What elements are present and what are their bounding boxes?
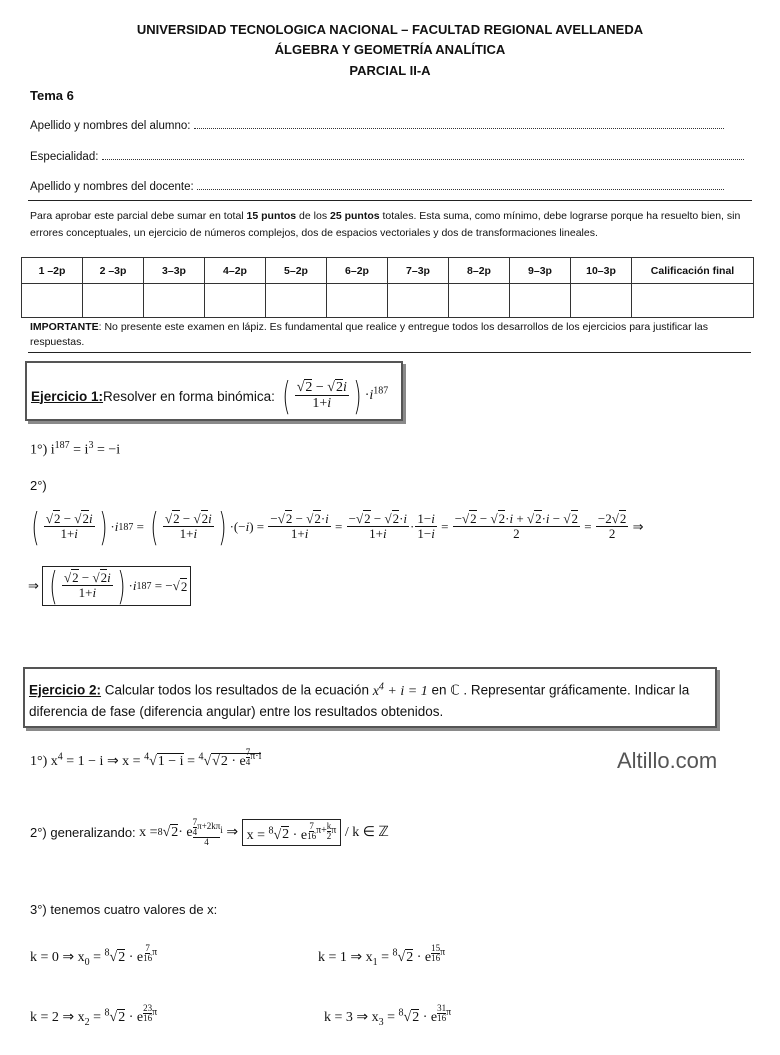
- solution-k1: k = 1 ⇒ $x_1 = ^8√2 \cdot e$ $^{\frac{15}{16} \pi}$: [318, 943, 446, 968]
- instructions-bold-2: 25 puntos: [330, 210, 380, 222]
- grade-col-header: 2 –3p: [83, 258, 144, 284]
- exercise-1-boxed-answer: ( $\frac{√2 - √2i}{1+i}$ ) · i 187 = −√ 2: [42, 566, 191, 606]
- exercise-1-label: Ejercicio 1:: [31, 388, 104, 404]
- score-cell[interactable]: [205, 284, 266, 318]
- grade-col-header: 5–2p: [266, 258, 327, 284]
- exercise-2-text-a: Calcular todos los resultados de la ecuación: [101, 682, 373, 698]
- solution-k2: k = 2 ⇒ $x_2 = ^8√2 \cdot e$ $^{\frac{23}{16} \pi}$: [30, 1003, 158, 1028]
- exercise-2-label: Ejercicio 2:: [29, 682, 102, 698]
- instructions-text-2: de los: [296, 210, 330, 222]
- instructions-text-1: Para aprobar este parcial debe sumar en total: [30, 210, 247, 222]
- teacher-label: Apellido y nombres del docente:: [30, 181, 194, 193]
- exercise-1-derivation: ( $\frac{√2 - √2i}{1+i}$ ) · i 187 = ( $\frac{√2 - √2i}{1+i}$ ) ·(− i ) = $\frac{-√2 - √2\cdot i}{1+i}$ = $\frac{-√2 - √2\cdot i}{1+i}$ · $\frac{1-i}{1-i}$ = $\frac{-√2 - √2\cdot i + √2\cdot i - √2}{2}$ = $\frac{-2√2}{2}$ ⇒: [31, 505, 644, 549]
- instructions: [30, 208, 755, 242]
- grade-table-score-row: [22, 284, 754, 318]
- grade-col-header: 8–2p: [449, 258, 510, 284]
- exercise-2-boxed-general: x = $^8$√2 · e $^{\frac{7}{16} \pi+ \frac{k}{2} \pi}$: [242, 819, 342, 847]
- score-cell[interactable]: [144, 284, 205, 318]
- grade-col-header: 3–3p: [144, 258, 205, 284]
- exam-title: PARCIAL II-A: [349, 63, 431, 78]
- important-text: : No presente este examen en lápiz. Es fundamental que realice y entregue todos los desarrollos de los ejercicios para justificar las respuestas.: [30, 321, 708, 348]
- grade-col-header: 1 –2p: [22, 258, 83, 284]
- exercise-2-step-3: 3°) tenemos cuatro valores de x:: [30, 902, 218, 917]
- student-dotted-line: [194, 127, 724, 129]
- altillo-watermark: Altillo.com: [617, 748, 718, 773]
- exercise-1-expression: ( $\frac{√2 - √2i}{1+i}$ ) $\cdot i^{187}$: [282, 374, 389, 418]
- score-cell[interactable]: [510, 284, 571, 318]
- university-title: UNIVERSIDAD TECNOLOGICA NACIONAL – FACULTAD REGIONAL AVELLANEDA: [136, 22, 644, 37]
- exercise-1-text: Resolver en forma binómica:: [103, 388, 275, 404]
- score-cell[interactable]: [266, 284, 327, 318]
- specialty-field: [30, 151, 744, 163]
- grade-col-header: 10–3p: [571, 258, 632, 284]
- step-2-label: 2°) generalizando:: [30, 825, 136, 840]
- grade-col-header: 7–3p: [388, 258, 449, 284]
- exercise-2-box: [23, 667, 717, 728]
- specialty-label: Especialidad:: [30, 151, 99, 163]
- divider-top: [28, 200, 752, 201]
- grade-col-header-final: Calificación final: [632, 258, 754, 284]
- grade-table-header-row: [22, 258, 754, 284]
- instructions-text-3: totales. Esta suma, como mínimo, debe lograrse porque ha resuelto bien, sin errores conceptuales, un ejercicio de números complejos, dos de espacios vectoriales y dos de transformaciones lineales.: [30, 210, 741, 239]
- solution-k0: k = 0 ⇒ $x_0 = ^8√2 \cdot e$ $^{\frac{7}{16} \pi}$: [30, 943, 158, 968]
- score-cell[interactable]: [83, 284, 144, 318]
- final-grade-cell[interactable]: [632, 284, 754, 318]
- exercise-2-text-b: en ℂ . Representar gráficamente. Indicar la diferencia de fase (diferencia angular) entre los resultados obtenidos.: [29, 682, 690, 719]
- score-cell[interactable]: [22, 284, 83, 318]
- important-note: [30, 320, 758, 350]
- grade-col-header: 6–2p: [327, 258, 388, 284]
- exercise-2-step-1: 1°) $x^4 = 1 - i$ ⇒ x = $^4$√1 − i = $^4$√√2 · e $^{\frac{7}{4} \pi\cdot i}$: [30, 747, 262, 769]
- score-cell[interactable]: [571, 284, 632, 318]
- subject-title: ÁLGEBRA Y GEOMETRÍA ANALÍTICA: [274, 42, 506, 57]
- exercise-2-equation: $x^4 + i = 1$: [372, 681, 428, 699]
- teacher-name-field: [30, 181, 724, 193]
- tema-label: Tema 6: [30, 88, 74, 103]
- step-1-label: 1°): [30, 442, 48, 458]
- specialty-dotted-line: [102, 158, 744, 160]
- exercise-1-result: ⇒ ( $\frac{√2 - √2i}{1+i}$ ) · i 187 = −√ 2: [28, 566, 191, 606]
- student-name-field: [30, 120, 724, 132]
- teacher-dotted-line: [197, 188, 724, 190]
- step-1-label: 1°): [30, 753, 48, 769]
- exercise-2-step-2: 2°) generalizando: x = 8 √ 2 · e $\frac{7}{4}$ π+2kπ 4 i ⇒ x = $^8$√2 · e $^{\frac{7}{16} \pi+ \frac{k}{2} \pi}$ / k ∈ ℤ: [30, 817, 389, 847]
- exercise-1-step-1: 1°) $i^{187} = i^3 = -i$: [30, 440, 121, 458]
- solution-k3: k = 3 ⇒ $x_3 = ^8√2 \cdot e$ $^{\frac{31}{16} \pi}$: [324, 1003, 452, 1028]
- instructions-bold-1: 15 puntos: [246, 210, 297, 222]
- score-cell[interactable]: [388, 284, 449, 318]
- divider-bottom: [28, 352, 751, 353]
- student-label: Apellido y nombres del alumno:: [30, 120, 191, 132]
- grade-table: [21, 257, 754, 318]
- exercise-1-box: [25, 361, 403, 421]
- grade-col-header: 4–2p: [205, 258, 266, 284]
- exercise-1-step-2-label: 2°): [30, 478, 47, 493]
- score-cell[interactable]: [327, 284, 388, 318]
- score-cell[interactable]: [449, 284, 510, 318]
- grade-col-header: 9–3p: [510, 258, 571, 284]
- important-label: IMPORTANTE: [30, 321, 99, 333]
